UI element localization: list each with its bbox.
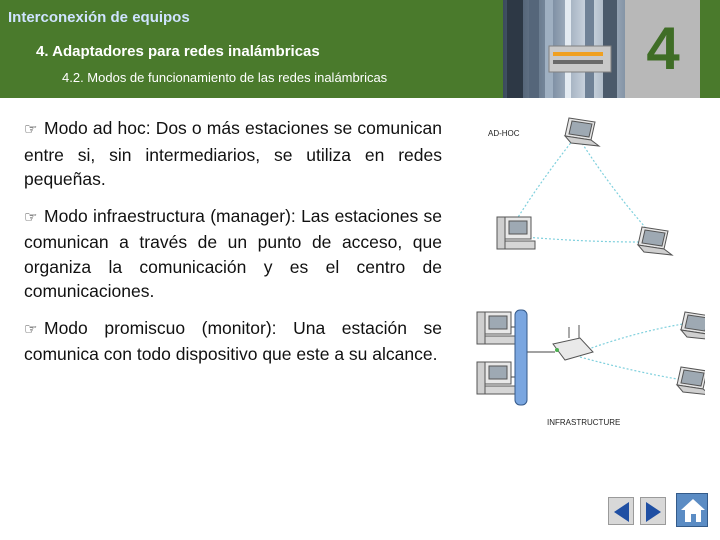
pointing-hand-icon: ☞ xyxy=(24,208,38,226)
adhoc-label: AD-HOC xyxy=(488,129,520,138)
wireless-link xyxy=(580,324,683,352)
infrastructure-label: INFRASTRUCTURE xyxy=(547,418,621,427)
bullet-adhoc xyxy=(24,116,442,192)
section-title: 4. Adaptadores para redes inalámbricas xyxy=(36,43,320,60)
wireless-link xyxy=(515,140,573,222)
laptop-icon xyxy=(638,227,672,255)
subsection-title: 4.2. Modos de funcionamiento de las redes inalámbricas xyxy=(62,70,388,85)
pointing-hand-icon: ☞ xyxy=(24,121,38,138)
bullet-text: Modo infraestructura (manager): Las estaciones se comunican a través de un punto de acceso, que organiza la comunicación y es el centro de comunicaciones. xyxy=(24,205,442,301)
wireless-link xyxy=(525,237,640,242)
pointing-hand-icon: ☞ xyxy=(24,320,38,338)
wireless-link xyxy=(580,140,645,227)
triangle-left-icon xyxy=(609,498,635,526)
wireless-link xyxy=(580,357,683,380)
network-rack-photo-icon xyxy=(503,0,625,98)
desktop-pc-icon xyxy=(477,312,515,344)
header-band xyxy=(0,0,503,98)
header-photo xyxy=(503,0,625,98)
home-button[interactable] xyxy=(676,493,708,527)
header-accent-strip xyxy=(700,0,720,98)
bullet-list xyxy=(24,116,442,379)
laptop-icon xyxy=(677,367,705,395)
bullet-text: Modo promiscuo (monitor): Una estación se comunica con todo dispositivo que este a su alcance. xyxy=(24,317,442,364)
desktop-pc-icon xyxy=(477,362,515,394)
bullet-text: Modo ad hoc: Dos o más estaciones se comunican entre si, sin intermediarios, se utiliza en redes pequeñas. xyxy=(24,118,442,189)
access-point-icon xyxy=(553,325,593,360)
slide-header xyxy=(0,0,720,98)
adhoc-links xyxy=(515,140,645,242)
desktop-pc-icon xyxy=(497,217,535,249)
next-slide-button[interactable] xyxy=(640,497,666,525)
chapter-number: 4 xyxy=(646,15,680,82)
prev-slide-button[interactable] xyxy=(608,497,634,525)
network-switch-icon xyxy=(515,310,527,405)
course-title: Interconexión de equipos xyxy=(8,9,190,26)
infrastructure-links xyxy=(580,324,683,380)
bullet-promiscuous xyxy=(24,316,442,367)
house-icon xyxy=(677,494,709,528)
slide-navigation xyxy=(608,493,708,529)
laptop-icon xyxy=(565,118,599,146)
network-modes-diagram xyxy=(455,112,705,437)
laptop-icon xyxy=(681,312,705,340)
bullet-infrastructure xyxy=(24,204,442,304)
triangle-right-icon xyxy=(641,498,667,526)
